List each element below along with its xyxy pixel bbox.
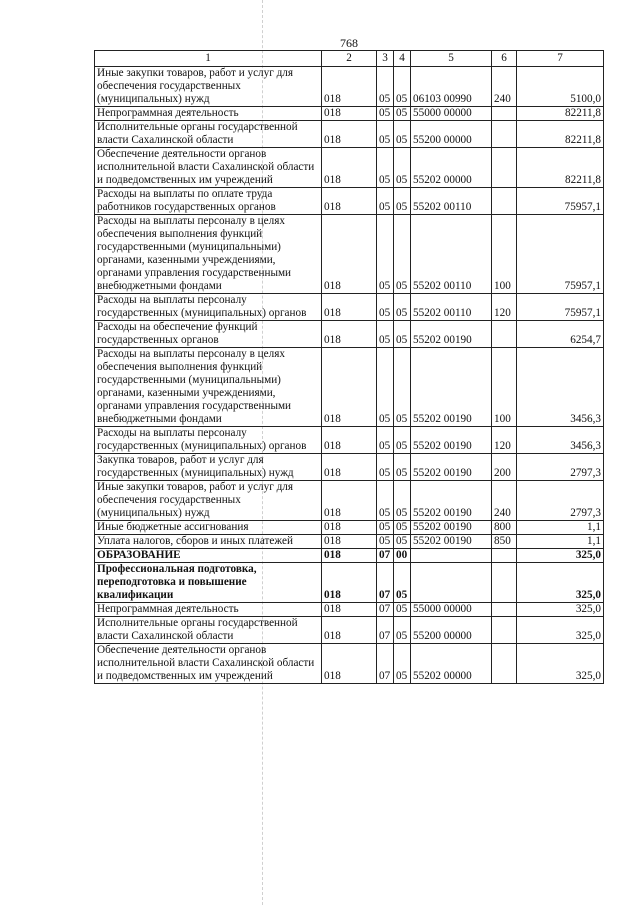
amount-cell: 82211,8 bbox=[517, 148, 604, 188]
target-article-code-cell: 55202 00190 bbox=[411, 454, 492, 481]
item-name-cell: Иные закупки товаров, работ и услуг для обеспечения государственных (муниципальных) нужд bbox=[95, 481, 322, 521]
subsection-code-cell: 05 bbox=[394, 348, 411, 427]
amount-cell: 82211,8 bbox=[517, 121, 604, 148]
section-code-cell: 05 bbox=[377, 148, 394, 188]
item-name-cell: Расходы на выплаты персоналу государственных (муниципальных) органов bbox=[95, 294, 322, 321]
item-name-cell: Иные бюджетные ассигнования bbox=[95, 521, 322, 535]
item-name-cell: Непрограммная деятельность bbox=[95, 603, 322, 617]
item-name-cell: Обеспечение деятельности органов исполнительной власти Сахалинской области и подведомственных им учреждений bbox=[95, 644, 322, 684]
ministry-code-cell: 018 bbox=[322, 348, 377, 427]
subsection-code-cell: 05 bbox=[394, 215, 411, 294]
table-row bbox=[95, 107, 604, 121]
table-row bbox=[95, 549, 604, 563]
expense-type-code-cell: 100 bbox=[492, 348, 517, 427]
table-row bbox=[95, 454, 604, 481]
amount-cell: 2797,3 bbox=[517, 454, 604, 481]
amount-cell: 82211,8 bbox=[517, 107, 604, 121]
ministry-code-cell: 018 bbox=[322, 644, 377, 684]
ministry-code-cell: 018 bbox=[322, 603, 377, 617]
table-row bbox=[95, 427, 604, 454]
header-cell: 6 bbox=[492, 51, 517, 67]
subsection-code-cell: 05 bbox=[394, 454, 411, 481]
table-row bbox=[95, 348, 604, 427]
target-article-code-cell: 55202 00110 bbox=[411, 294, 492, 321]
target-article-code-cell: 55202 00110 bbox=[411, 215, 492, 294]
target-article-code-cell: 55202 00000 bbox=[411, 644, 492, 684]
subsection-code-cell: 05 bbox=[394, 535, 411, 549]
target-article-code-cell: 55202 00190 bbox=[411, 521, 492, 535]
ministry-code-cell: 018 bbox=[322, 535, 377, 549]
section-code-cell: 05 bbox=[377, 348, 394, 427]
table-row bbox=[95, 644, 604, 684]
ministry-code-cell: 018 bbox=[322, 107, 377, 121]
item-name-cell: Непрограммная деятельность bbox=[95, 107, 322, 121]
expense-type-code-cell: 240 bbox=[492, 481, 517, 521]
amount-cell: 5100,0 bbox=[517, 67, 604, 107]
subsection-code-cell: 05 bbox=[394, 107, 411, 121]
section-code-cell: 05 bbox=[377, 535, 394, 549]
subsection-code-cell: 05 bbox=[394, 148, 411, 188]
subsection-code-cell: 05 bbox=[394, 563, 411, 603]
expense-type-code-cell bbox=[492, 563, 517, 603]
amount-cell: 6254,7 bbox=[517, 321, 604, 348]
ministry-code-cell: 018 bbox=[322, 148, 377, 188]
header-cell: 4 bbox=[394, 51, 411, 67]
ministry-code-cell: 018 bbox=[322, 481, 377, 521]
ministry-code-cell: 018 bbox=[322, 617, 377, 644]
expense-type-code-cell bbox=[492, 188, 517, 215]
target-article-code-cell: 06103 00990 bbox=[411, 67, 492, 107]
expense-type-code-cell: 120 bbox=[492, 294, 517, 321]
amount-cell: 75957,1 bbox=[517, 294, 604, 321]
section-code-cell: 07 bbox=[377, 563, 394, 603]
section-code-cell: 05 bbox=[377, 188, 394, 215]
subsection-code-cell: 05 bbox=[394, 321, 411, 348]
table-row bbox=[95, 535, 604, 549]
subsection-code-cell: 05 bbox=[394, 617, 411, 644]
section-code-cell: 07 bbox=[377, 644, 394, 684]
section-code-cell: 05 bbox=[377, 521, 394, 535]
subsection-code-cell: 05 bbox=[394, 427, 411, 454]
section-code-cell: 05 bbox=[377, 294, 394, 321]
ministry-code-cell: 018 bbox=[322, 294, 377, 321]
amount-cell: 325,0 bbox=[517, 563, 604, 603]
header-row bbox=[95, 51, 604, 67]
amount-cell: 2797,3 bbox=[517, 481, 604, 521]
target-article-code-cell: 55202 00000 bbox=[411, 148, 492, 188]
expense-type-code-cell bbox=[492, 107, 517, 121]
expense-type-code-cell bbox=[492, 617, 517, 644]
table-row bbox=[95, 603, 604, 617]
expense-type-code-cell bbox=[492, 549, 517, 563]
section-code-cell: 05 bbox=[377, 321, 394, 348]
item-name-cell: Расходы на выплаты персоналу в целях обеспечения выполнения функций государственными (муниципальными) органами, казенными учреждениями, органами управления государственными внебюджетными фондами bbox=[95, 215, 322, 294]
table-row bbox=[95, 67, 604, 107]
section-code-cell: 05 bbox=[377, 67, 394, 107]
table-row bbox=[95, 481, 604, 521]
target-article-code-cell: 55200 00000 bbox=[411, 121, 492, 148]
item-name-cell: Расходы на обеспечение функций государственных органов bbox=[95, 321, 322, 348]
amount-cell: 1,1 bbox=[517, 535, 604, 549]
table-row bbox=[95, 121, 604, 148]
table-row bbox=[95, 188, 604, 215]
section-code-cell: 05 bbox=[377, 454, 394, 481]
amount-cell: 325,0 bbox=[517, 617, 604, 644]
target-article-code-cell: 55202 00190 bbox=[411, 321, 492, 348]
amount-cell: 325,0 bbox=[517, 603, 604, 617]
target-article-code-cell: 55202 00190 bbox=[411, 481, 492, 521]
section-code-cell: 05 bbox=[377, 481, 394, 521]
expense-type-code-cell: 240 bbox=[492, 67, 517, 107]
expense-type-code-cell: 800 bbox=[492, 521, 517, 535]
header-cell: 3 bbox=[377, 51, 394, 67]
header-cell: 1 bbox=[95, 51, 322, 67]
table-body bbox=[95, 51, 604, 684]
expense-type-code-cell: 200 bbox=[492, 454, 517, 481]
target-article-code-cell: 55000 00000 bbox=[411, 603, 492, 617]
amount-cell: 325,0 bbox=[517, 549, 604, 563]
section-code-cell: 05 bbox=[377, 107, 394, 121]
item-name-cell: Расходы на выплаты персоналу государственных (муниципальных) органов bbox=[95, 427, 322, 454]
target-article-code-cell: 55200 00000 bbox=[411, 617, 492, 644]
expense-type-code-cell: 120 bbox=[492, 427, 517, 454]
subsection-code-cell: 05 bbox=[394, 481, 411, 521]
table-row bbox=[95, 563, 604, 603]
item-name-cell: ОБРАЗОВАНИЕ bbox=[95, 549, 322, 563]
budget-table bbox=[94, 50, 604, 684]
item-name-cell: Обеспечение деятельности органов исполнительной власти Сахалинской области и подведомственных им учреждений bbox=[95, 148, 322, 188]
ministry-code-cell: 018 bbox=[322, 121, 377, 148]
item-name-cell: Расходы на выплаты персоналу в целях обеспечения выполнения функций государственными (муниципальными) органами, казенными учреждениями, органами управления государственными внебюджетными фондами bbox=[95, 348, 322, 427]
amount-cell: 1,1 bbox=[517, 521, 604, 535]
subsection-code-cell: 05 bbox=[394, 603, 411, 617]
ministry-code-cell: 018 bbox=[322, 521, 377, 535]
amount-cell: 75957,1 bbox=[517, 188, 604, 215]
subsection-code-cell: 05 bbox=[394, 67, 411, 107]
target-article-code-cell: 55202 00110 bbox=[411, 188, 492, 215]
table-row bbox=[95, 215, 604, 294]
table-row bbox=[95, 521, 604, 535]
item-name-cell: Закупка товаров, работ и услуг для государственных (муниципальных) нужд bbox=[95, 454, 322, 481]
item-name-cell: Иные закупки товаров, работ и услуг для обеспечения государственных (муниципальных) нужд bbox=[95, 67, 322, 107]
section-code-cell: 07 bbox=[377, 603, 394, 617]
amount-cell: 75957,1 bbox=[517, 215, 604, 294]
ministry-code-cell: 018 bbox=[322, 454, 377, 481]
table-row bbox=[95, 148, 604, 188]
header-cell: 7 bbox=[517, 51, 604, 67]
ministry-code-cell: 018 bbox=[322, 67, 377, 107]
amount-cell: 3456,3 bbox=[517, 427, 604, 454]
section-code-cell: 07 bbox=[377, 549, 394, 563]
section-code-cell: 05 bbox=[377, 121, 394, 148]
subsection-code-cell: 00 bbox=[394, 549, 411, 563]
subsection-code-cell: 05 bbox=[394, 294, 411, 321]
expense-type-code-cell bbox=[492, 121, 517, 148]
item-name-cell: Уплата налогов, сборов и иных платежей bbox=[95, 535, 322, 549]
subsection-code-cell: 05 bbox=[394, 644, 411, 684]
amount-cell: 3456,3 bbox=[517, 348, 604, 427]
ministry-code-cell: 018 bbox=[322, 321, 377, 348]
subsection-code-cell: 05 bbox=[394, 521, 411, 535]
ministry-code-cell: 018 bbox=[322, 215, 377, 294]
page-number: 768 bbox=[340, 36, 358, 50]
table-row bbox=[95, 294, 604, 321]
section-code-cell: 05 bbox=[377, 427, 394, 454]
section-code-cell: 05 bbox=[377, 215, 394, 294]
target-article-code-cell: 55000 00000 bbox=[411, 107, 492, 121]
ministry-code-cell: 018 bbox=[322, 563, 377, 603]
table-row bbox=[95, 321, 604, 348]
target-article-code-cell: 55202 00190 bbox=[411, 348, 492, 427]
item-name-cell: Исполнительные органы государственной власти Сахалинской области bbox=[95, 617, 322, 644]
subsection-code-cell: 05 bbox=[394, 188, 411, 215]
item-name-cell: Исполнительные органы государственной власти Сахалинской области bbox=[95, 121, 322, 148]
section-code-cell: 07 bbox=[377, 617, 394, 644]
ministry-code-cell: 018 bbox=[322, 427, 377, 454]
expense-type-code-cell bbox=[492, 321, 517, 348]
expense-type-code-cell bbox=[492, 644, 517, 684]
ministry-code-cell: 018 bbox=[322, 188, 377, 215]
header-cell: 5 bbox=[411, 51, 492, 67]
header-cell: 2 bbox=[322, 51, 377, 67]
target-article-code-cell: 55202 00190 bbox=[411, 427, 492, 454]
expense-type-code-cell bbox=[492, 603, 517, 617]
target-article-code-cell bbox=[411, 549, 492, 563]
expense-type-code-cell bbox=[492, 148, 517, 188]
item-name-cell: Профессиональная подготовка, переподготовка и повышение квалификации bbox=[95, 563, 322, 603]
subsection-code-cell: 05 bbox=[394, 121, 411, 148]
target-article-code-cell: 55202 00190 bbox=[411, 535, 492, 549]
table-row bbox=[95, 617, 604, 644]
ministry-code-cell: 018 bbox=[322, 549, 377, 563]
expense-type-code-cell: 850 bbox=[492, 535, 517, 549]
target-article-code-cell bbox=[411, 563, 492, 603]
amount-cell: 325,0 bbox=[517, 644, 604, 684]
expense-type-code-cell: 100 bbox=[492, 215, 517, 294]
item-name-cell: Расходы на выплаты по оплате труда работников государственных органов bbox=[95, 188, 322, 215]
